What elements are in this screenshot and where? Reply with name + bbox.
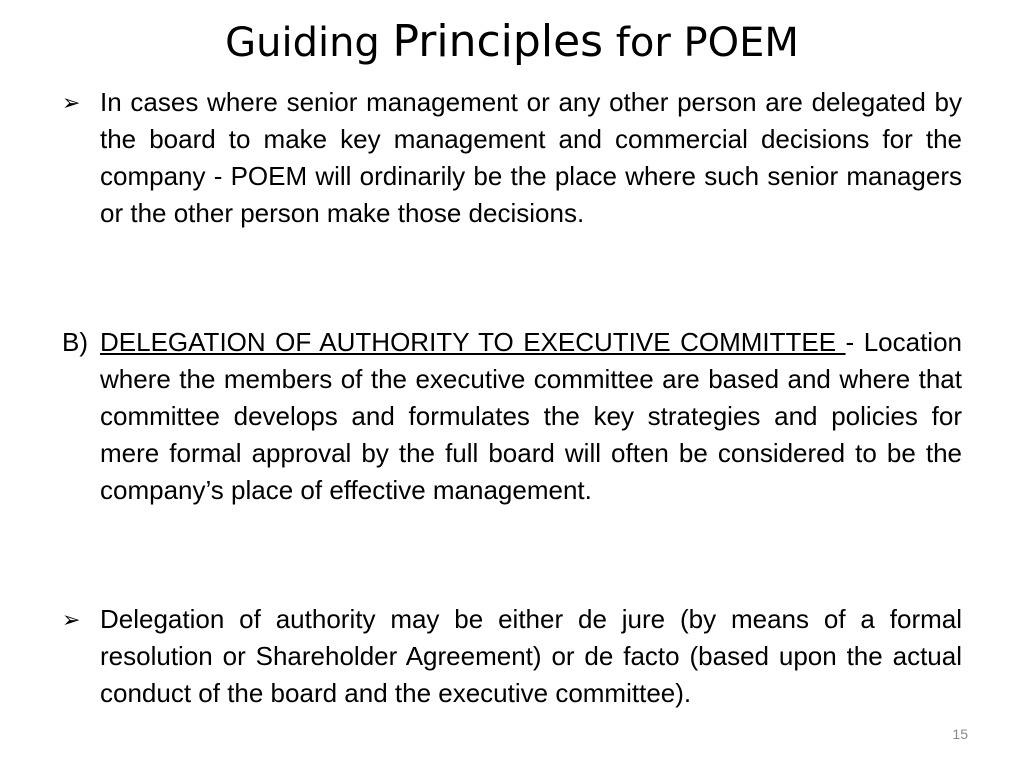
list-marker-b: B): [62, 327, 88, 357]
paragraph-heading: DELEGATION OF AUTHORITY TO EXECUTIVE COMMITTEE: [100, 327, 846, 357]
page-number: 15: [952, 726, 968, 742]
paragraph-delegation-forms: [62, 601, 962, 712]
title-part-for-poem: for POEM: [603, 20, 799, 66]
paragraph-text: Delegation of authority may be either de jure (by means of a formal resolution or Shareholder Agreement) or de facto (based upon the actual conduct of the board and the executive committee).: [100, 604, 962, 708]
slide-title: [0, 14, 1024, 71]
paragraph-delegated-decisions: [62, 84, 962, 232]
arrow-bullet-icon: ➢: [62, 607, 81, 632]
paragraph-text: - Location where the members of the executive committee are based and where that committee develops and formulates the key strategies and policies for mere formal approval by the full board will often be considered to be the company’s place of effective management.: [100, 327, 962, 505]
paragraph-executive-committee: [62, 324, 962, 509]
title-part-principles: Principles: [392, 16, 604, 67]
arrow-bullet-icon: ➢: [62, 90, 81, 115]
paragraph-text: In cases where senior management or any other person are delegated by the board to make key management and commercial decisions for the company - POEM will ordinarily be the place where such senior managers or the other person make those decisions.: [100, 87, 962, 228]
title-part-guiding: Guiding: [225, 20, 393, 66]
paragraph-body: [100, 324, 962, 509]
